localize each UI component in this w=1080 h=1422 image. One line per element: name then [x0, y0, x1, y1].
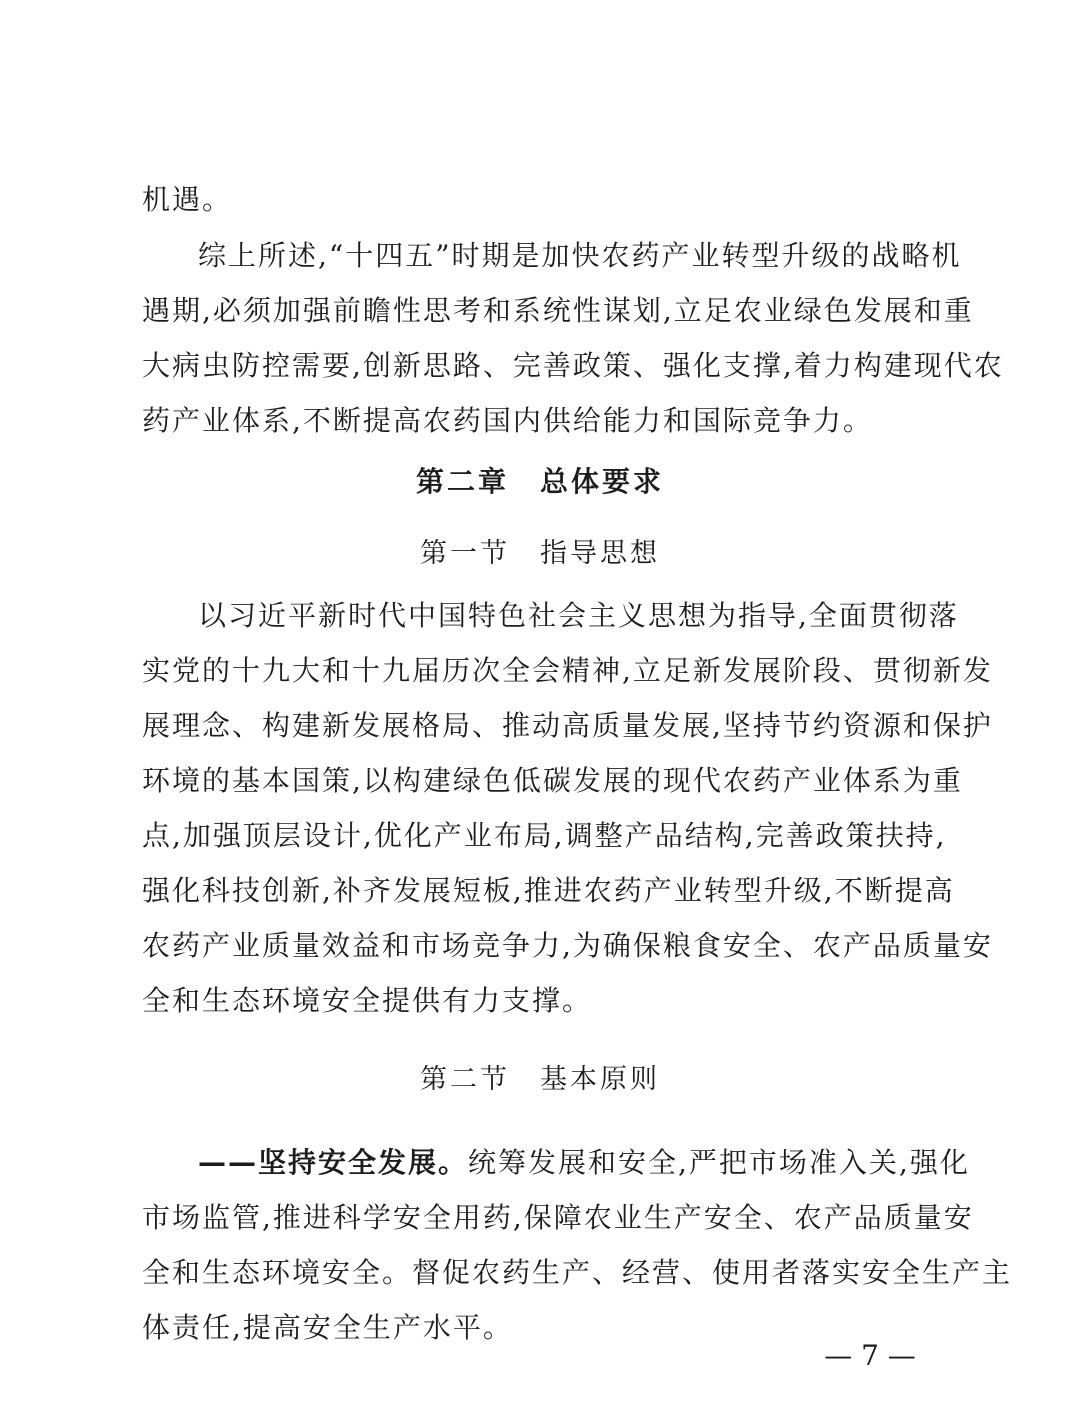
paragraph-line: 环境的基本国策,以构建绿色低碳发展的现代农药产业体系为重	[142, 764, 963, 797]
paragraph-line: 大病虫防控需要,创新思路、完善政策、强化支撑,着力构建现代农	[142, 349, 1004, 382]
paragraph-line: 市场监管,推进科学安全用药,保障农业生产安全、农产品质量安	[142, 1201, 974, 1234]
principle-lead: ——坚持安全发展。	[198, 1146, 469, 1179]
paragraph-line: 展理念、构建新发展格局、推动高质量发展,坚持节约资源和保护	[142, 709, 993, 742]
paragraph-line: 全和生态环境安全。督促农药生产、经营、使用者落实安全生产主	[142, 1256, 1013, 1289]
principle-text: 统筹发展和安全,严把市场准入关,强化	[468, 1146, 970, 1179]
section-heading: 第一节 指导思想	[420, 538, 660, 569]
paragraph-line: 强化科技创新,补齐发展短板,推进农药产业转型升级,不断提高	[142, 874, 955, 907]
paragraph-line: 农药产业质量效益和市场竞争力,为确保粮食安全、农产品质量安	[142, 929, 993, 962]
paragraph-line: 遇期,必须加强前瞻性思考和系统性谋划,立足农业绿色发展和重	[142, 294, 974, 327]
section-heading: 第二节 基本原则	[420, 1064, 660, 1095]
paragraph-line: 实党的十九大和十九届历次全会精神,立足新发展阶段、贯彻新发	[142, 654, 993, 687]
chapter-heading: 第二章 总体要求	[415, 465, 664, 498]
paragraph-line: 机遇。	[142, 183, 233, 216]
paragraph-line	[198, 1145, 970, 1181]
paragraph-line: 综上所述,“十四五”时期是加快农药产业转型升级的战略机	[198, 239, 962, 272]
paragraph-line: 体责任,提高安全生产水平。	[142, 1311, 513, 1344]
page-number: — 7 —	[824, 1339, 916, 1372]
paragraph-line: 点,加强顶层设计,优化产业布局,调整产品结构,完善政策扶持,	[142, 819, 947, 852]
paragraph-line: 以习近平新时代中国特色社会主义思想为指导,全面贯彻落	[198, 599, 959, 632]
paragraph-line: 药产业体系,不断提高农药国内供给能力和国际竞争力。	[142, 404, 873, 437]
paragraph-line: 全和生态环境安全提供有力支撑。	[142, 984, 593, 1017]
